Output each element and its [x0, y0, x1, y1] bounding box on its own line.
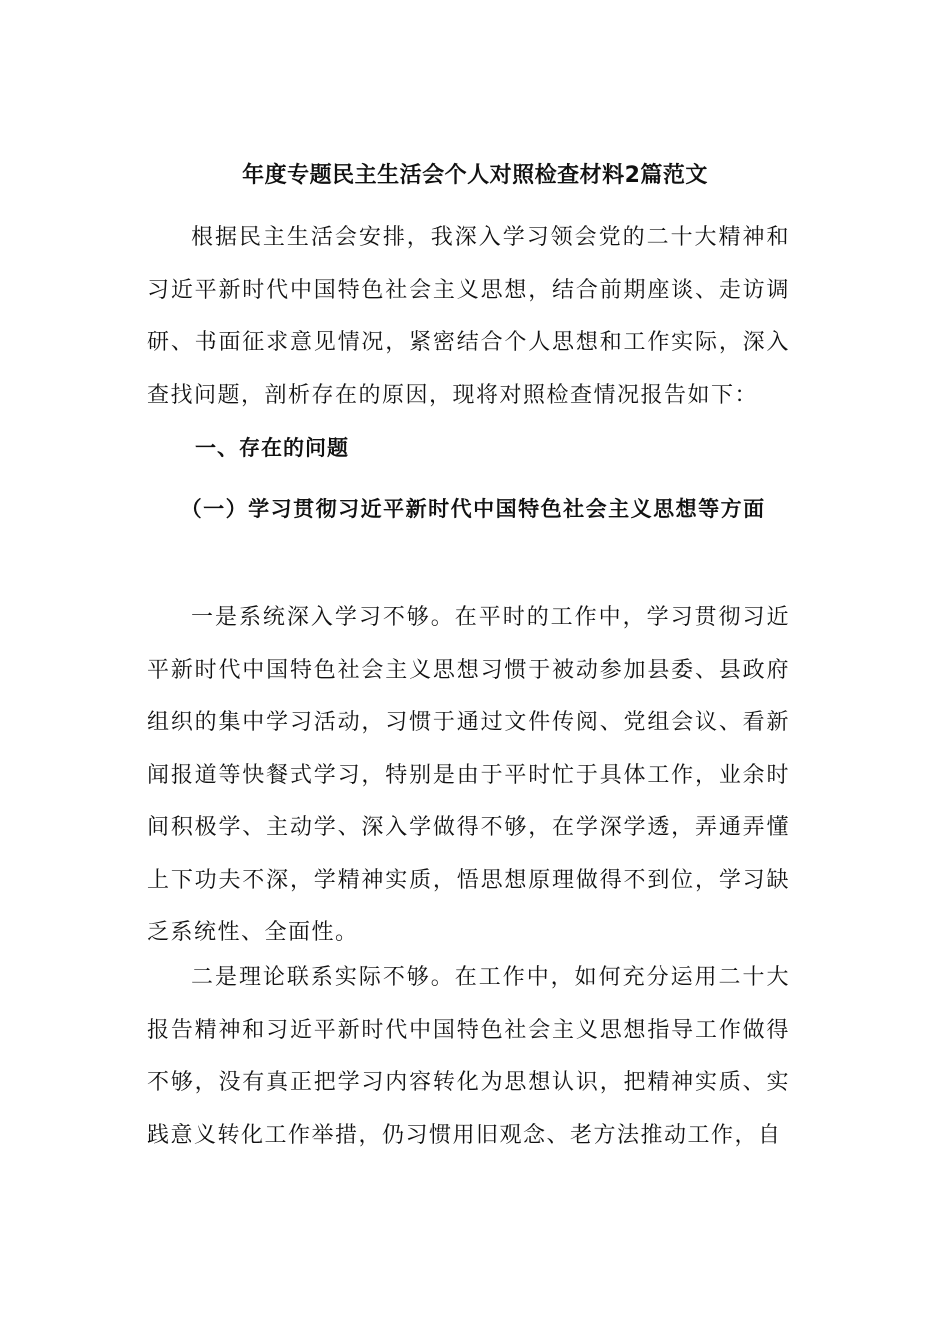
intro-paragraph: 根据民主生活会安排，我深入学习领会党的二十大精神和习近平新时代中国特色社会主义思想，结合前期座谈、走访调研、书面征求意见情况，紧密结合个人思想和工作实际，深入查找问题，剖析存在的原因，现将对照检查情况报告如下： — [147, 225, 790, 408]
body-paragraph: 一是系统深入学习不够。在平时的工作中，学习贯彻习近平新时代中国特色社会主义思想习惯于被动参加县委、县政府组织的集中学习活动，习惯于通过文件传阅、党组会议、看新闻报道等快餐式学习，特别是由于平时忙于具体工作，业余时间积极学、主动学、深入学做得不够，在学深学透，弄通弄懂上下功夫不深，学精神实质，悟思想原理做得不到位，学习缺乏系统性、全面性。 — [147, 605, 790, 945]
subsection-heading: （一）学习贯彻习近平新时代中国特色社会主义思想等方面 — [180, 497, 766, 521]
section-heading: 一、存在的问题 — [195, 436, 349, 460]
body-paragraph: 二是理论联系实际不够。在工作中，如何充分运用二十大报告精神和习近平新时代中国特色社会主义思想指导工作做得不够，没有真正把学习内容转化为思想认识，把精神实质、实践意义转化工作举措，仍习惯用旧观念、老方法推动工作，自 — [147, 965, 790, 1148]
document-title: 年度专题民主生活会个人对照检查材料2篇范文 — [242, 163, 708, 188]
